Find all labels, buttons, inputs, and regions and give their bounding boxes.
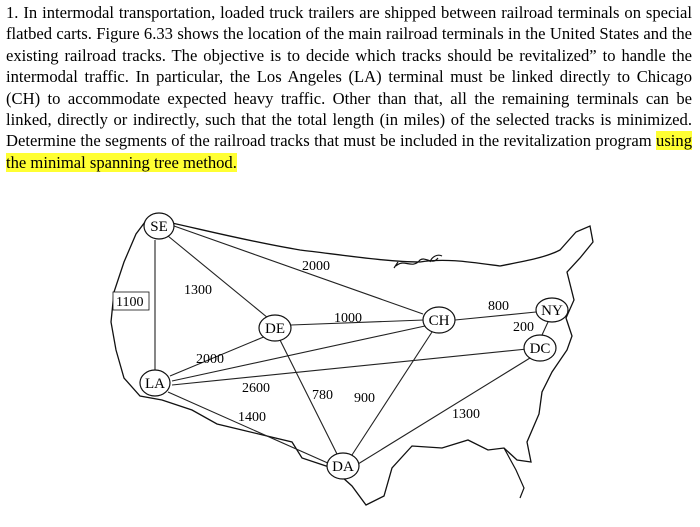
distance-la-de: 2000 (196, 352, 224, 367)
terminal-nodes (140, 213, 568, 479)
track-la-da (168, 392, 330, 464)
track-la-dc (172, 349, 527, 385)
track-se-de (168, 236, 268, 318)
distance-ny-dc: 200 (513, 320, 534, 335)
distance-labels (113, 259, 534, 425)
node-dc-label: DC (529, 341, 551, 357)
node-la-label: LA (145, 376, 165, 392)
distance-de-da: 780 (312, 388, 333, 403)
node-se-label: SE (150, 219, 168, 235)
distance-se-la: 1100 (116, 295, 144, 310)
node-de-label: DE (265, 321, 285, 337)
distance-ch-ny: 800 (488, 299, 509, 314)
problem-statement (6, 2, 692, 173)
distance-la-da: 1400 (238, 410, 266, 425)
track-ny-dc (542, 322, 548, 335)
distance-de-ch: 1000 (334, 311, 362, 326)
node-da-label: DA (332, 459, 354, 475)
node-ny-label: NY (541, 303, 563, 319)
distance-da-dc: 1300 (452, 407, 480, 422)
distance-se-de: 1300 (184, 283, 212, 298)
node-ch-label: CH (428, 313, 450, 329)
distance-se-ch: 2000 (302, 259, 330, 274)
distance-ch-da: 900 (354, 391, 375, 406)
problem-text: 1. In intermodal transportation, loaded truck trailers are shipped between railroad terminals on special flatbed carts. Figure 6.33 shows the location of the main railroad terminals in the United States and the existing railroad tracks. The objective is to decide which tracks should be revitalized” to handle the intermodal traffic. In particular, the Los Angeles (LA) terminal must be linked directly to Chicago (CH) to accommodate expected heavy traffic. Other than that, all the remaining terminals can be linked, directly or indirectly, such that the total length (in miles) of the selected tracks is minimized. Determine the segments of the railroad tracks that must be included in the revitalization program (6, 3, 692, 151)
highlighted-method: using the minimal spanning tree method. (6, 131, 692, 172)
track-se-ch (174, 226, 423, 314)
distance-la-ch: 2600 (242, 381, 270, 396)
railroad-network-figure (0, 195, 700, 527)
florida-outline (504, 448, 524, 498)
railroad-tracks (155, 226, 548, 464)
